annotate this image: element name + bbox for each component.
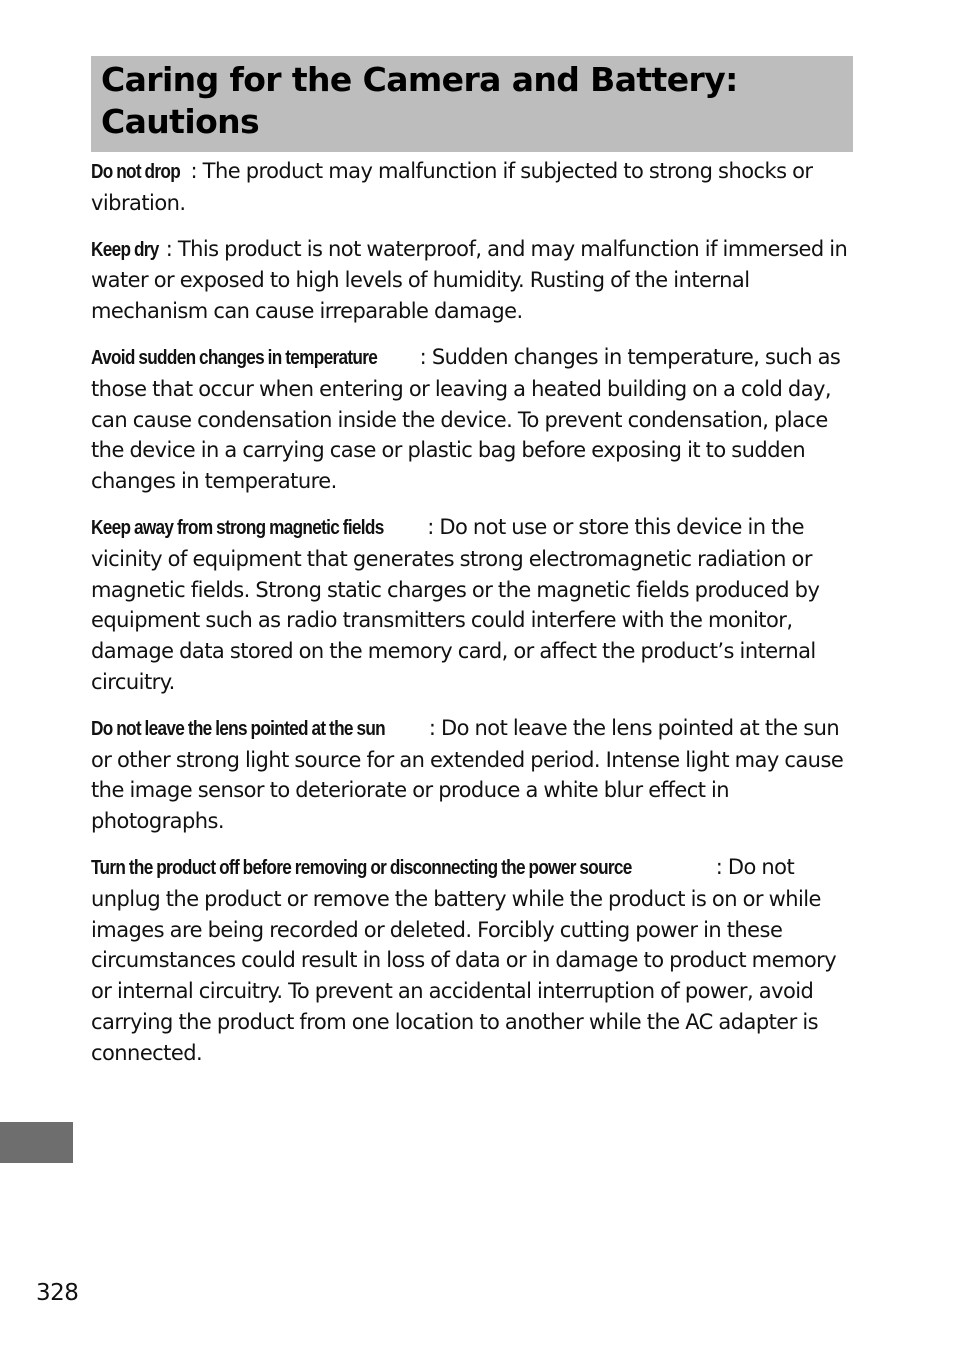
page-title: Caring for the Camera and Battery: Cautions [101, 60, 738, 141]
section-title-bar [91, 56, 853, 152]
caution-do-not-drop [91, 156, 855, 219]
caution-text: : Do not unplug the product or remove the battery while the product is on or while images are being recorded or deleted. Forcibly cutting power in these circumstances could result in loss of data or in damage to product memory or internal circuitry. To prevent an accidental interruption of power, avoid carrying the product from one location to another while the AC adapter is connected. [91, 854, 837, 1065]
caution-text: : Sudden changes in temperature, such as those that occur when entering or leaving a heated building on a cold day, can cause condensation inside the device. To prevent condensation, place the device in a carrying case or plastic bag before exposing it to sudden changes in temperature. [91, 344, 841, 494]
cautions-list [91, 156, 855, 1084]
caution-text: : Do not leave the lens pointed at the sun or other strong light source for an extended period. Intense light may cause the image sensor to deteriorate or produce a white blur effect in photographs. [91, 715, 844, 834]
caution-power-source [91, 852, 855, 1069]
caution-lens-sun [91, 713, 855, 837]
caution-term: Turn the product off before removing or disconnecting the power source [91, 856, 632, 879]
caution-term: Keep dry [91, 238, 159, 261]
page-number: 328 [36, 1280, 79, 1306]
caution-magnetic-fields [91, 512, 855, 698]
caution-text: : The product may malfunction if subjected to strong shocks or vibration. [91, 159, 813, 215]
caution-text: : This product is not waterproof, and may malfunction if immersed in water or exposed to high levels of humidity. Rusting of the internal mechanism can cause irreparable damage. [91, 236, 848, 324]
caution-temperature [91, 342, 855, 497]
caution-term: Keep away from strong magnetic fields [91, 516, 384, 539]
caution-term: Do not drop [91, 161, 181, 183]
caution-term: Do not leave the lens pointed at the sun [91, 717, 385, 740]
caution-keep-dry [91, 234, 855, 327]
caution-text: : Do not use or store this device in the vicinity of equipment that generates strong electromagnetic radiation or magnetic fields. Strong static charges or the magnetic fields produced by equipment such as radio transmitters could interfere with the monitor, damage data stored on the memory card, or affect the product’s internal circuitry. [91, 514, 820, 694]
caution-term: Avoid sudden changes in temperature [91, 346, 378, 369]
section-thumb-tab [0, 1122, 73, 1163]
